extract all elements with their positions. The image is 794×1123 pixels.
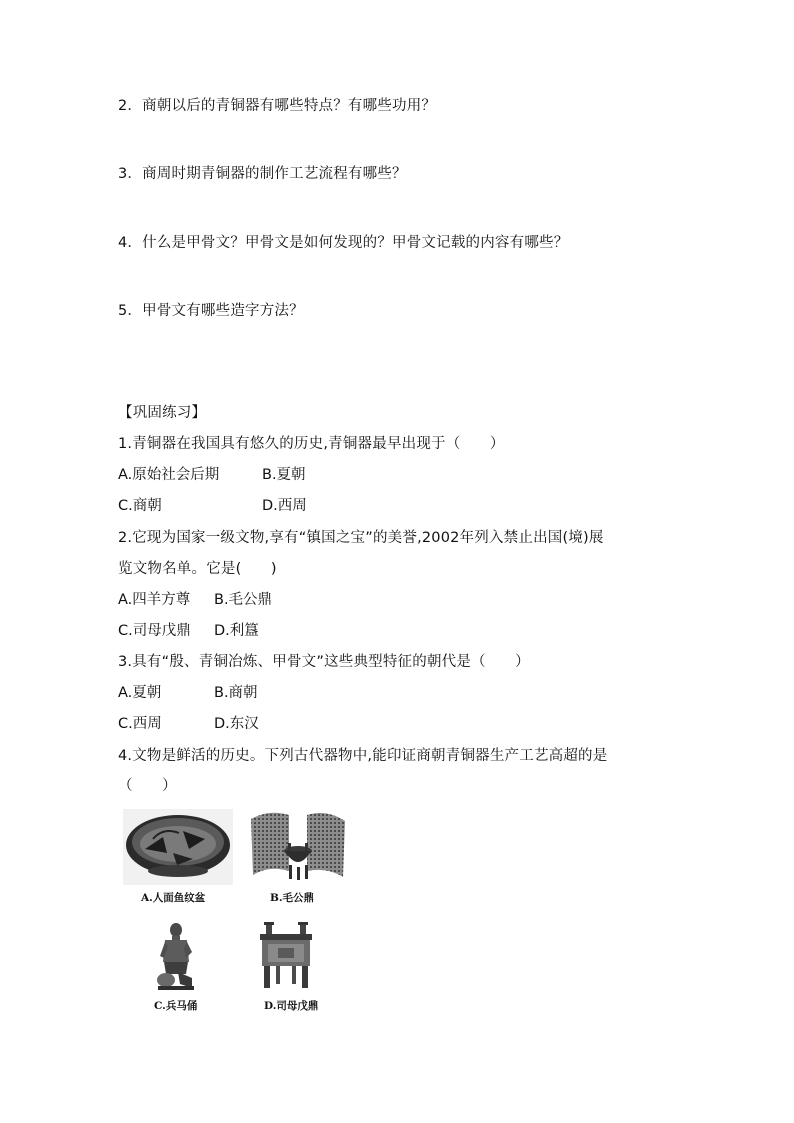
- exercise-2-stem-line1: 2.它现为国家一级文物,享有“镇国之宝”的美誉,2002年列入禁止出国(境)展: [118, 530, 604, 546]
- figure-terracotta-warrior-image: [152, 922, 200, 992]
- exercise-3-stem: 3.具有“殷、青铜冶炼、甲骨文”这些典型特征的朝代是（ ）: [118, 654, 530, 670]
- exercise-1-stem: 1.青铜器在我国具有悠久的历史,青铜器最早出现于（ ）: [118, 436, 505, 452]
- question-5: 5．甲骨文有哪些造字方法？: [118, 303, 304, 319]
- ding-inscription-icon: [245, 809, 351, 885]
- square-ding-icon: [256, 922, 316, 992]
- section-title: 【巩固练习】: [118, 405, 207, 421]
- exercise-3-option-b: B.商朝: [214, 685, 258, 701]
- warrior-icon: [152, 922, 200, 992]
- exercise-1-option-b: B.夏朝: [262, 467, 306, 483]
- exercise-2-option-b: B.毛公鼎: [214, 592, 273, 608]
- exercise-2-option-d: D.利簋: [214, 623, 259, 639]
- exercise-2-option-a: A.四羊方尊: [118, 592, 191, 608]
- question-3: 3．商周时期青铜器的制作工艺流程有哪些？: [118, 166, 407, 182]
- figure-caption-b: B.毛公鼎: [270, 892, 315, 904]
- figure-maogong-ding-image: [245, 809, 351, 885]
- exercise-2-stem-line2: 览文物名单。它是( ): [118, 561, 277, 577]
- exercise-1-option-d: D.西周: [262, 498, 307, 514]
- question-2: 2．商朝以后的青铜器有哪些特点？有哪些功用？: [118, 98, 437, 114]
- exercise-3-option-c: C.西周: [118, 716, 162, 732]
- exercise-1-option-a: A.原始社会后期: [118, 467, 220, 483]
- basin-icon: [123, 809, 233, 885]
- exercise-4-stem-line2: （ ）: [118, 778, 177, 794]
- exercise-4-stem-line1: 4.文物是鲜活的历史。下列古代器物中,能印证商朝青铜器生产工艺高超的是: [118, 748, 608, 764]
- exercise-1-option-c: C.商朝: [118, 498, 162, 514]
- exercise-2-option-c: C.司母戊鼎: [118, 623, 191, 639]
- exercise-3-option-a: A.夏朝: [118, 685, 162, 701]
- exercise-3-option-d: D.东汉: [214, 716, 259, 732]
- figure-caption-c: C.兵马俑: [154, 1000, 198, 1012]
- figure-caption-d: D.司母戊鼎: [264, 1000, 319, 1012]
- figure-simuwu-ding-image: [256, 922, 316, 992]
- question-4: 4．什么是甲骨文？甲骨文是如何发现的？甲骨文记载的内容有哪些？: [118, 235, 569, 251]
- figure-caption-a: A.人面鱼纹盆: [141, 892, 206, 904]
- figure-basin-image: [123, 809, 233, 885]
